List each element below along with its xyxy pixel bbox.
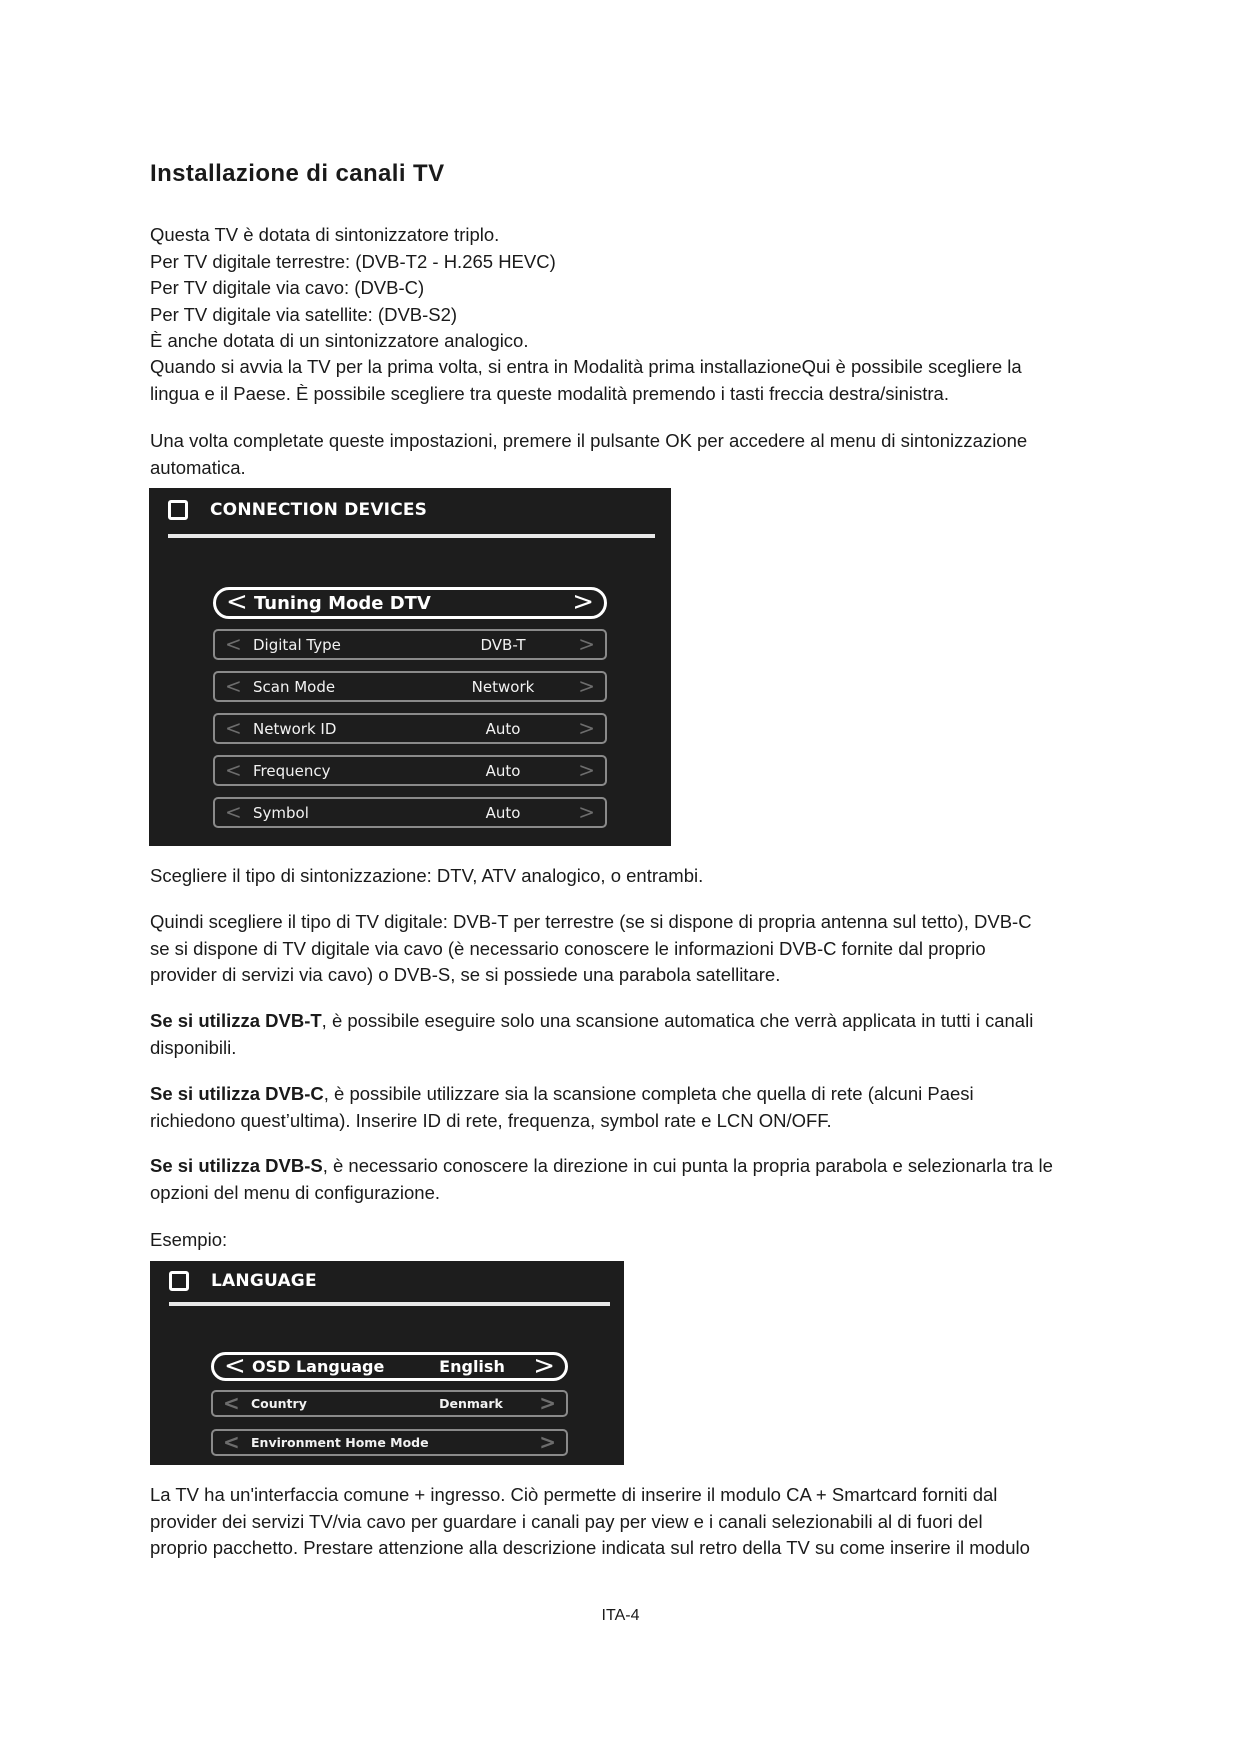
chevron-right-icon[interactable]: > [572, 586, 594, 617]
checkbox-icon [169, 1271, 189, 1291]
chevron-left-icon[interactable]: < [223, 1390, 240, 1415]
intro-line: Per TV digitale terrestre: (DVB-T2 - H.265 HEVC) [150, 250, 556, 272]
row-label: Scan Mode [253, 677, 336, 696]
menu-row-country[interactable] [211, 1390, 568, 1417]
intro-line: Per TV digitale via cavo: (DVB-C) [150, 277, 425, 298]
chevron-left-icon[interactable]: < [225, 715, 242, 740]
dvbc-paragraph [150, 1081, 1205, 1134]
tuning-type-paragraph [150, 863, 1205, 890]
intro-line: Per TV digitale via satellite: (DVB-S2) [150, 303, 458, 325]
chevron-left-icon[interactable]: < [225, 757, 242, 782]
menu-row-digital-type[interactable] [213, 629, 607, 660]
intro-line: È anche dotata di un sintonizzatore analogico. [150, 330, 529, 351]
menu-row-osd-language[interactable] [211, 1352, 568, 1381]
row-label: Environment Home Mode [251, 1435, 429, 1450]
digital-type-line: provider di servizi via cavo) o DVB-S, se si possiede una parabola satellitare. [150, 964, 781, 985]
connection-devices-menu [149, 488, 671, 846]
row-label: Network ID [253, 719, 337, 738]
ok-line: Una volta completate queste impostazioni, premere il pulsante OK per accedere al menu di sintonizzazione [150, 430, 1028, 451]
menu-row-environment-home-mode[interactable] [211, 1429, 568, 1456]
dvbs-line: opzioni del menu di configurazione. [150, 1181, 441, 1203]
chevron-right-icon[interactable]: > [539, 1390, 556, 1415]
dvbt-lead: Se si utilizza DVB-T [150, 1010, 322, 1031]
dvbs-paragraph [150, 1153, 1205, 1206]
digital-type-line: se si dispone di TV digitale via cavo (è necessario conoscere le informazioni DVB-C fornite dal proprio [150, 937, 986, 959]
menu-title: LANGUAGE [211, 1271, 317, 1291]
chevron-right-icon[interactable]: > [578, 799, 595, 824]
chevron-left-icon[interactable]: < [225, 673, 242, 698]
row-value: Network [471, 677, 535, 696]
chevron-right-icon[interactable]: > [578, 757, 595, 782]
example-text: Esempio: [150, 1229, 228, 1250]
dvbs-line [150, 1153, 1205, 1180]
row-value: Denmark [439, 1396, 503, 1411]
dvbs-lead: Se si utilizza DVB-S [150, 1155, 323, 1176]
first-install-line: Quando si avvia la TV per la prima volta, si entra in Modalità prima installazioneQui è possibile scegliere la [150, 356, 1022, 377]
dvbs-rest: , è necessario conoscere la direzione in cui punta la propria parabola e selezionarla tra le [322, 1155, 1053, 1176]
page-number: ITA-4 [601, 1607, 640, 1624]
row-label: OSD Language [252, 1357, 385, 1376]
row-value: DVB-T [480, 635, 526, 654]
chevron-left-icon[interactable]: < [225, 631, 242, 656]
row-value: Auto [485, 803, 521, 822]
menu-row-scan-mode[interactable] [213, 671, 607, 702]
row-label: Frequency [253, 761, 331, 780]
menu-header [169, 1271, 317, 1291]
ok-button-paragraph [150, 428, 1205, 481]
page-title: Installazione di canali TV [150, 160, 445, 187]
dvbt-rest: , è possibile eseguire solo una scansione automatica che verrà applicata in tutti i canali [321, 1010, 1034, 1031]
dvbt-line: disponibili. [150, 1036, 237, 1058]
dvbc-rest: , è possibile utilizzare sia la scansione completa che quella di rete (alcuni Paesi [323, 1083, 974, 1104]
menu-row-network-id[interactable] [213, 713, 607, 744]
chevron-left-icon[interactable]: < [223, 1429, 240, 1454]
menu-header [168, 500, 427, 520]
tuner-intro-paragraph [150, 222, 1205, 355]
chevron-right-icon[interactable]: > [533, 1350, 555, 1381]
digital-type-line: Quindi scegliere il tipo di TV digitale: DVB-T per terrestre (se si dispone di propria antenna sul tetto), DVB-C [150, 911, 1032, 932]
row-value: Auto [485, 719, 521, 738]
chevron-right-icon[interactable]: > [539, 1429, 556, 1454]
row-label: Country [251, 1396, 307, 1411]
ci-line: proprio pacchetto. Prestare attenzione alla descrizione indicata sul retro della TV su come inserire il modulo [150, 1537, 1030, 1558]
dvbt-paragraph [150, 1008, 1205, 1061]
dvbc-line [150, 1081, 1205, 1108]
menu-row-symbol[interactable] [213, 797, 607, 828]
chevron-right-icon[interactable]: > [578, 631, 595, 656]
intro-line: Questa TV è dotata di sintonizzatore triplo. [150, 224, 500, 245]
dvbt-line [150, 1008, 1205, 1035]
chevron-right-icon[interactable]: > [578, 673, 595, 698]
ok-line: automatica. [150, 456, 246, 478]
row-label: Tuning Mode DTV [254, 592, 431, 614]
row-value: English [439, 1357, 505, 1376]
menu-row-tuning-mode[interactable] [213, 587, 607, 619]
ci-line: provider dei servizi TV/via cavo per guardare i canali pay per view e i canali selezionabili al di fuori del [150, 1510, 983, 1532]
row-label: Symbol [253, 803, 309, 822]
row-value: Auto [485, 761, 521, 780]
first-install-line: lingua e il Paese. È possibile scegliere tra queste modalità premendo i tasti freccia destra/sinistra. [150, 382, 949, 404]
first-install-paragraph [150, 354, 1205, 407]
menu-divider [168, 534, 655, 538]
menu-title: CONNECTION DEVICES [210, 500, 428, 520]
checkbox-icon [168, 500, 188, 520]
tuning-type-line: Scegliere il tipo di sintonizzazione: DTV, ATV analogico, o entrambi. [150, 865, 704, 886]
chevron-left-icon[interactable]: < [225, 799, 242, 824]
language-menu [150, 1261, 624, 1465]
ci-line: La TV ha un'interfaccia comune + ingresso. Ciò permette di inserire il modulo CA + Smartcard forniti dal [150, 1484, 998, 1505]
chevron-left-icon[interactable]: < [224, 1350, 246, 1381]
menu-divider [169, 1302, 610, 1306]
menu-row-frequency[interactable] [213, 755, 607, 786]
example-label [150, 1227, 1205, 1254]
digital-type-paragraph [150, 909, 1205, 989]
row-label: Digital Type [253, 635, 341, 654]
chevron-right-icon[interactable]: > [578, 715, 595, 740]
common-interface-paragraph [150, 1482, 1205, 1562]
dvbc-line: richiedono quest’ultima). Inserire ID di rete, frequenza, symbol rate e LCN ON/OFF. [150, 1109, 832, 1131]
chevron-left-icon[interactable]: < [226, 586, 248, 617]
dvbc-lead: Se si utilizza DVB-C [150, 1083, 324, 1104]
